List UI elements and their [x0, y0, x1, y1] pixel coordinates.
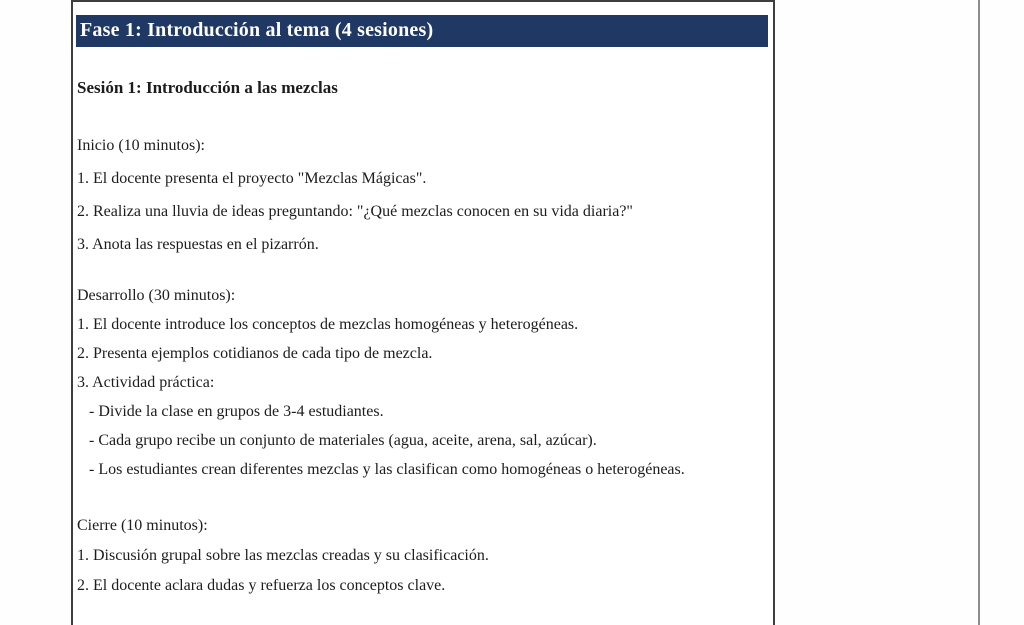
doc-line: 1. Discusión grupal sobre las mezclas creadas y su clasificación.	[77, 547, 489, 564]
page-gutter-line	[978, 0, 980, 625]
doc-line: 2. Realiza una lluvia de ideas preguntando: "¿Qué mezclas conocen en su vida diaria?"	[77, 203, 633, 220]
section-desarrollo	[77, 283, 773, 486]
document-page	[71, 0, 775, 625]
phase-banner: Fase 1: Introducción al tema (4 sesiones)	[76, 15, 768, 47]
doc-line: 3. Anota las respuestas en el pizarrón.	[77, 236, 319, 253]
doc-line: 1. El docente presenta el proyecto "Mezclas Mágicas".	[77, 170, 427, 187]
section-title: Desarrollo (30 minutos):	[77, 287, 236, 304]
doc-line: 3. Actividad práctica:	[77, 374, 215, 391]
doc-line: 2. Presenta ejemplos cotidianos de cada tipo de mezcla.	[77, 345, 433, 362]
section-title: Cierre (10 minutos):	[77, 517, 208, 534]
doc-subline: - Divide la clase en grupos de 3-4 estudiantes.	[89, 403, 384, 420]
doc-subline: - Los estudiantes crean diferentes mezclas y las clasifican como homogéneas o heterogéneas.	[89, 461, 685, 478]
doc-subline: - Cada grupo recibe un conjunto de materiales (agua, aceite, arena, sal, azúcar).	[89, 432, 597, 449]
doc-line: 1. El docente introduce los conceptos de mezclas homogéneas y heterogéneas.	[77, 316, 579, 333]
section-cierre	[77, 513, 773, 603]
session-heading: Sesión 1: Introducción a las mezclas	[77, 78, 338, 97]
section-inicio	[77, 133, 773, 265]
section-title: Inicio (10 minutos):	[77, 137, 205, 154]
doc-line: 2. El docente aclara dudas y refuerza los conceptos clave.	[77, 577, 446, 594]
